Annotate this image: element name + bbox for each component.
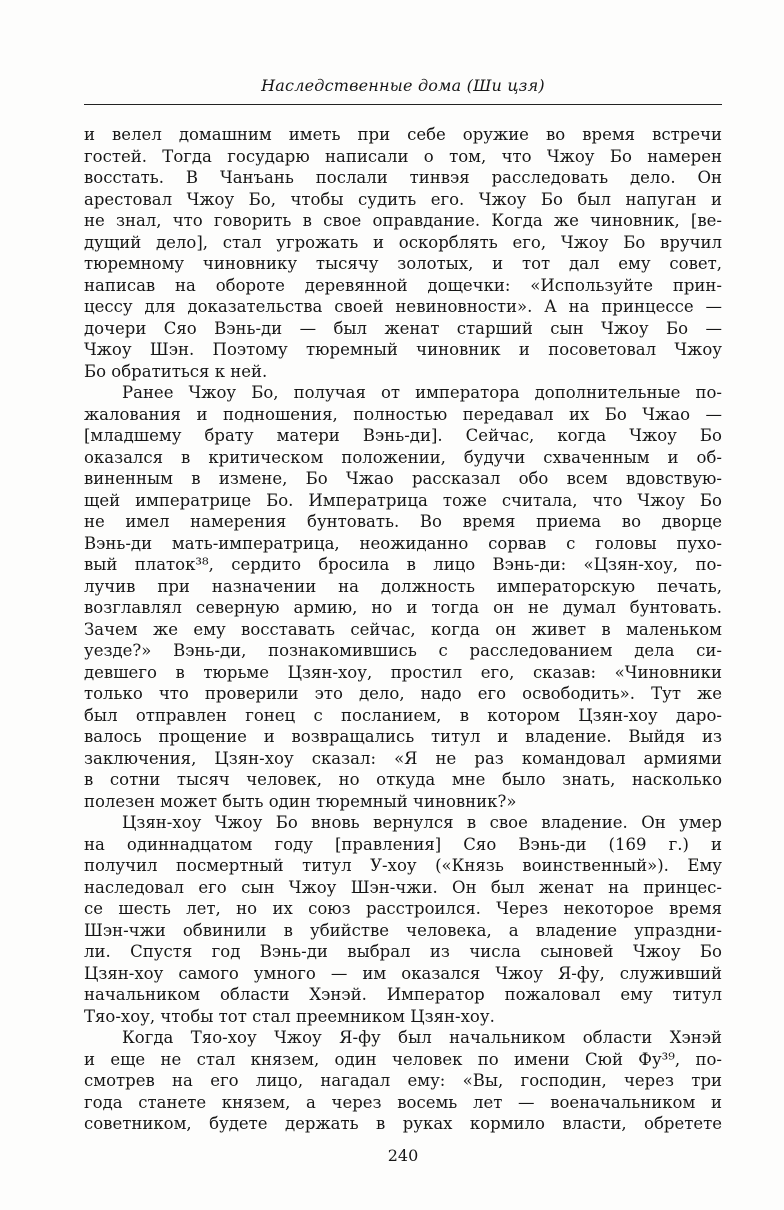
text-line: Вэнь-ди мать-императрица, неожиданно сорвав с головы пухо- [84, 533, 722, 553]
text-line: и еще не стал князем, один человек по имени Сюй Фу³⁹, по- [84, 1049, 722, 1069]
text-line: Ранее Чжоу Бо, получая от императора дополнительные по- [122, 383, 722, 402]
text-line: девшего в тюрьме Цзян-хоу, простил его, сказав: «Чиновники [84, 662, 722, 682]
body-text [84, 124, 722, 1135]
text-line: дущий дело], стал угрожать и оскорблять его, Чжоу Бо вручил [84, 232, 722, 252]
text-line: тюремному чиновнику тысячу золотых, и тот дал ему совет, [84, 254, 722, 273]
text-line: се шесть лет, но их союз расстроился. Через некоторое время [84, 899, 722, 918]
text-line: года станете князем, а через восемь лет — военачальником и [84, 1092, 722, 1112]
text-line: оказался в критическом положении, будучи схваченным и об- [84, 447, 722, 467]
text-line: уезде?» Вэнь-ди, познакомившись с расследованием дела си- [84, 641, 722, 660]
text-line: заключения, Цзян-хоу сказал: «Я не раз командовал армиями [84, 748, 722, 768]
page-number: 240 [387, 1146, 419, 1165]
running-head: Наследственные дома (Ши цзя) [261, 76, 545, 95]
text-line: на одиннадцатом году [правления] Сяо Вэнь-ди (169 г.) и [84, 834, 722, 854]
text-line: виненным в измене, Бо Чжао рассказал обо всем вдовствую- [84, 469, 722, 488]
text-line: щей императрице Бо. Императрица тоже считала, что Чжоу Бо [84, 490, 722, 510]
text-line: лучив при назначении на должность императорскую печать, [84, 576, 722, 596]
text-line: восстать. В Чанъань послали тинвэя расследовать дело. Он [84, 168, 722, 187]
text-line: валось прощение и возвращались титул и владение. Выйдя из [84, 727, 722, 746]
text-line: вый платок³⁸, сердито бросила в лицо Вэнь-ди: «Цзян-хоу, по- [84, 555, 722, 574]
text-line: был отправлен гонец с посланием, в котором Цзян-хоу даро- [84, 705, 722, 725]
text-line: Шэн-чжи обвинили в убийстве человека, а владение упраздни- [84, 920, 722, 940]
text-line: написав на обороте деревянной дощечки: «Используйте прин- [84, 275, 722, 295]
text-line: Бо обратиться к ней. [84, 361, 268, 381]
text-line: в сотни тысяч человек, но откуда мне было знать, насколько [84, 770, 722, 789]
text-line: не знал, что говорить в свое оправдание. Когда же чиновник, [ве- [84, 211, 722, 230]
text-line: цессу для доказательства своей невиновности». А на принцессе — [84, 297, 722, 316]
text-line: Тяо-хоу, чтобы тот стал преемником Цзян-хоу. [84, 1006, 495, 1026]
header-rule [84, 104, 722, 105]
text-line: не имел намерения бунтовать. Во время приема во дворце [84, 512, 722, 531]
text-line: начальником области Хэнэй. Император пожаловал ему титул [84, 985, 722, 1004]
text-line: получил посмертный титул У-хоу («Князь воинственный»). Ему [84, 856, 722, 875]
text-line: жалования и подношения, полностью передавал их Бо Чжао — [84, 404, 722, 424]
text-line: Чжоу Шэн. Поэтому тюремный чиновник и посоветовал Чжоу [84, 340, 722, 359]
text-line: полезен может быть один тюремный чиновник?» [84, 791, 517, 811]
text-line: наследовал его сын Чжоу Шэн-чжи. Он был женат на принцес- [84, 877, 722, 897]
text-line: только что проверили это дело, надо его освободить». Тут же [84, 684, 722, 703]
text-line: Цзян-хоу самого умного — им оказался Чжоу Я-фу, служивший [84, 963, 722, 983]
text-line: гостей. Тогда государю написали о том, что Чжоу Бо намерен [84, 146, 722, 166]
text-line: и велел домашним иметь при себе оружие во время встречи [84, 125, 722, 144]
text-line: Когда Тяо-хоу Чжоу Я-фу был начальником области Хэнэй [122, 1028, 722, 1047]
text-line: советником, будете держать в руках кормило власти, обретете [84, 1114, 722, 1133]
text-line: Зачем же ему восставать сейчас, когда он живет в маленьком [84, 619, 722, 639]
text-line: [младшему брату матери Вэнь-ди]. Сейчас, когда Чжоу Бо [84, 426, 722, 445]
text-line: смотрев на его лицо, нагадал ему: «Вы, господин, через три [84, 1071, 722, 1090]
text-line: возглавлял северную армию, но и тогда он не думал бунтовать. [84, 598, 722, 617]
text-line: ли. Спустя год Вэнь-ди выбрал из числа сыновей Чжоу Бо [84, 942, 722, 961]
text-line: Цзян-хоу Чжоу Бо вновь вернулся в свое владение. Он умер [122, 813, 722, 832]
text-line: дочери Сяо Вэнь-ди — был женат старший сын Чжоу Бо — [84, 318, 722, 338]
text-line: арестовал Чжоу Бо, чтобы судить его. Чжоу Бо был напуган и [84, 189, 722, 209]
